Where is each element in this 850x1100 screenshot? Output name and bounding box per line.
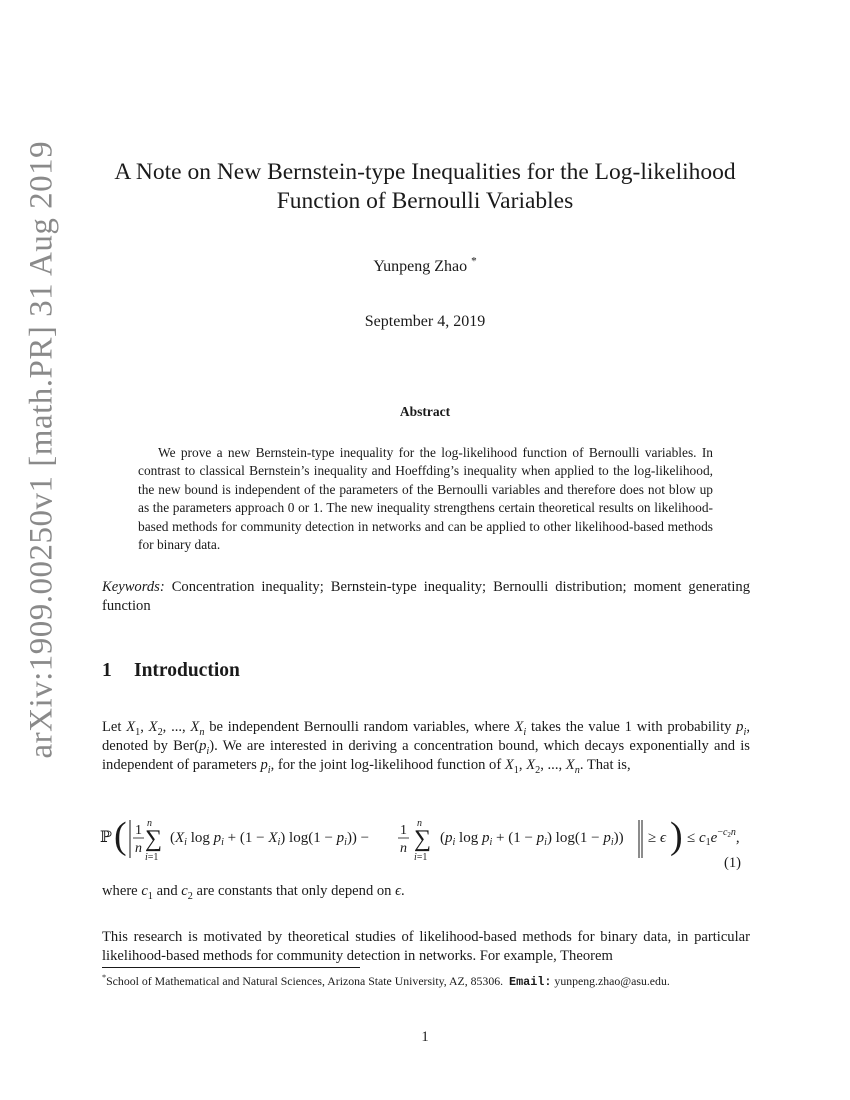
paper-title (100, 158, 750, 216)
svg-text:n: n (417, 818, 422, 829)
svg-text:i=1: i=1 (414, 852, 428, 862)
footnote-rule (102, 967, 360, 968)
arxiv-identifier (22, 140, 62, 760)
svg-text:n: n (135, 841, 142, 856)
svg-text:1: 1 (400, 823, 407, 838)
title-line-1: A Note on New Bernstein-type Inequalities for the Log-likelihood (114, 159, 736, 185)
author-footnote-mark: * (471, 255, 477, 268)
paper-date: September 4, 2019 (364, 313, 486, 330)
svg-text:n: n (147, 818, 152, 829)
footnote-email-label: Email: (508, 975, 552, 989)
footnote (102, 973, 750, 990)
svg-text:1: 1 (135, 823, 142, 838)
svg-text:∑: ∑ (145, 826, 163, 852)
svg-text:(: ( (114, 815, 127, 857)
section-number: 1 (102, 660, 112, 681)
footnote-email: yunpeng.zhao@asu.edu. (554, 974, 670, 988)
text-run: , denoted by Ber( (102, 719, 750, 754)
svg-text:): ) (670, 815, 683, 857)
title-line-2: Function of Bernoulli Variables (276, 188, 574, 214)
author-line (100, 255, 750, 276)
arxiv-id-text: arXiv:1909.00250v1 [math.PR] 31 Aug 2019 (23, 140, 60, 759)
footnote-mark: * (102, 973, 107, 983)
keywords-label: Keywords: (102, 579, 165, 595)
equation-note: where $c_1$ and $c_2$ are constants that only depend on ϵ. (102, 883, 405, 902)
svg-text:n: n (400, 841, 407, 856)
abstract-heading: Abstract (399, 404, 451, 419)
svg-text:∑: ∑ (414, 826, 432, 852)
text-run: , for the joint log-likelihood function of (270, 757, 502, 773)
keywords (102, 578, 750, 616)
text-run: ). We are interested in deriving a concentration bound, which decays exponentially and is independent of parameters (102, 738, 750, 773)
text-run: takes the value 1 with probability (530, 719, 732, 735)
abstract-body: We prove a new Bernstein-type inequality for the log-likelihood function of Bernoulli variables. In contrast to classical Bernstein’s inequality and Hoeffding’s inequality when applied to the log-likelihood, the new bound is independent of the parameters of the Bernoulli variables and therefore does not blow up as the parameters approach 0 or 1. The new inequality strengthens certain theoretical results on likelihood-based methods for community detection in networks and can be applied to other likelihood-based methods for binary data. (138, 445, 713, 553)
svg-text:(pi log pi + (1 − pi) log(1 −: ($p_i$ $\log p_i + (1 - p_i) \log(1 - p_i)$) (440, 830, 624, 848)
text-run: be independent Bernoulli random variables, where (209, 719, 510, 735)
text-run: and (156, 883, 178, 899)
section-title: Introduction (134, 660, 240, 681)
svg-text:≥ ϵ: ≥ ϵ (648, 830, 667, 846)
svg-text:(Xi log pi + (1 − Xi) log(1 −: ($X_i$ $\log p_i + (1 - X_i) \log(1 - p_i)$) − (170, 830, 370, 848)
svg-text:≤ c1e−c2n,: ≤ $c_1e^-c2n$, (687, 827, 740, 848)
text-run: Let (102, 719, 122, 735)
text-run: . That is, (579, 757, 631, 773)
svg-text:i=1: i=1 (145, 852, 159, 862)
footnote-affiliation: School of Mathematical and Natural Sciences, Arizona State University, AZ, 85306. (106, 974, 504, 988)
author-name: Yunpeng Zhao (373, 258, 468, 275)
text-run: where (102, 883, 138, 899)
equation-number: (1) (724, 855, 742, 871)
text-run: are constants that only depend on (196, 883, 392, 899)
motivation-paragraph: This research is motivated by theoretical studies of likelihood-based methods for binary data, in particular likelihood-based methods for community detection in networks. For example, Theorem (102, 929, 750, 964)
keywords-text: Concentration inequality; Bernstein-type inequality; Bernoulli distribution; moment generating function (102, 579, 750, 614)
svg-text:ℙ: ℙ (100, 827, 113, 846)
intro-paragraph: Let $X_1$, $X_2$, ..., $X_n$ be independent Bernoulli random variables, where $X_i$ takes the value 1 with probability $p_i$, denoted by $Ber(p_i)$. We are interested in deriving a concentration bound, which decays exponentially and is independent of parameters $p_i$, for the joint log-likelihood function of $X_1$, $X_2$, ..., $X_n$. That is, (102, 719, 750, 776)
page-number: 1 (421, 1029, 429, 1045)
equation-1 (100, 812, 760, 862)
